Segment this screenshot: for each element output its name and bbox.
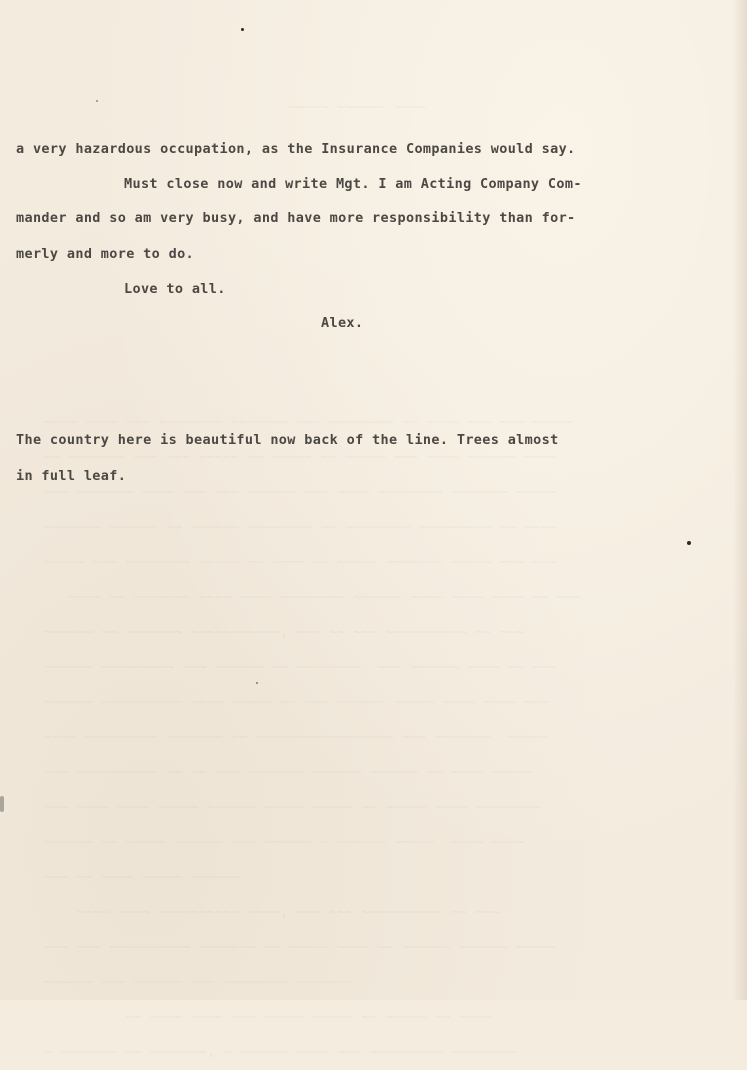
signature: Alex. [321,315,364,331]
ink-speck [256,682,258,684]
ink-speck [687,541,691,545]
postscript-line-1: The country here is beautiful now back of the line. Trees almost [16,432,559,448]
ink-speck [96,100,98,102]
letter-line-3: mander and so am very busy, and have more responsibility than for- [16,210,576,226]
letter-line-1: a very hazardous occupation, as the Insurance Companies would say. [16,141,576,157]
page-edge-shadow [733,0,747,1000]
letter-line-2: Must close now and write Mgt. I am Acting Company Com- [124,176,582,192]
bleed-through-text: ~~~~~ ~~~~~~ ~~~~ ~~~~ ~~~~ ~~~ ~~~~~~~~ ~~~~~~~ ~~~ ~~~~~~~~ ~~ ~~~~ ~~~ ~~~ ~~~~~ ~~ ~~~~~~~ ~~~ ~~~ ~~~~~ ~~ ~~~~~ ~~ ~~~~~ ~~~ ~~~~ ~~~~~~ ~~~~ ~~~ ~~~~~~~ ~~~~ ~~~ ~~~ ~~~~~~ ~~~ ~~~~ ~~~~~~~~ ~~~~~~~ ~~~~~ ~~~~~~~ ~~~~~~ ~~ ~~~~~~ ~~~~~~~~ ~~ ~~~~~~~~ ~~~~~~~~~ ~~ ~~~~ ~~~~~ ~~~ ~~~~~~~~ ~~~~~ ~~ ~~~~ ~~ ~~~~~ ~~~~~~~ ~~~~~ ~~~ ~~~ ~~~~ ~~ ~~~~~~~ ~~~~ ~~~~ ~~~~~~~~ ~~~~~~ ~~~~ ~~~~ ~~~~ ~~ ~~~ ~~~~~~ ~~ ~~~~~~~ ~~~~~~~~~~~, ~~~ ~~ ~~~ ~~~~~~~~~~ ~~ ~~~ ~~~~~~ ~~~~~~~~~ ~~~ ~~~~~~ ~~ ~~~~~~~~ ~~~ ~~~~~~ ~~~~ ~~ ~~~ ~~~~~~ ~~~~~~~~~~ ~~~~ ~~~~~ ~~ ~~~ ~~~~~~ ~~~~~ ~~~~ ~~~~ ~~~ ~~~~ ~~~~~~~~~ ~~~~~~~ ~~ ~~~~~~~~~~~~~~~~~ ~~~ ~~~~~~~ ~~~~~ ~~~ ~~~~~~~~~~ ~~ ~~ ~~~ ~~~~~~~ ~~~~~~ ~~~~~~ ~~ ~~~~ ~~~~~ ~~~ ~~~~ ~~~~ ~~~~~ ~~~~~~ ~~~~~ ~~~~~ ~~ ~~~~~ ~~~~ ~~~~~~~~ ~~~~~~ ~~ ~~~~~ ~~~~~~ ~~~ ~~~~~~ ~ ~~~~~~ ~~~~~ ~~~~ ~~~~ ~~~ ~~ ~~~~ ~~~~~ ~~~~~~ ~~~~ ~~~~ ~~~~~~~~~~ ~~~~, ~~~ ~~~ ~~~~~~~~~~ ~~ ~~~ ~~~ ~~~ ~~~~~~~~~~ ~~~~~~~ ~~ ~~~~~ ~~~~ ~~ ~~~~~~ ~~~~~~ ~~~~~ ~~~~~~ ~~~ ~~~~~~ ~~~ ~~~~~~~~ ~~~~~~~ ~~ ~~~~ ~~~~ ~~~ ~~~~~ ~~~~~ ~~ ~~~~~ ~~ ~~~~ ~ ~~~~~~~ ~~ ~~~~~~~, ~ ~~~~~~ ~~~~ ~~~ ~~~~~~~~~ ~~~~~~~~ [44,99,581,1060]
postscript-line-2: in full leaf. [16,468,127,484]
ink-speck [241,28,244,31]
letter-line-4: merly and more to do. [16,246,195,262]
closing-line: Love to all. [124,281,226,297]
binding-hole-mark [0,796,4,812]
